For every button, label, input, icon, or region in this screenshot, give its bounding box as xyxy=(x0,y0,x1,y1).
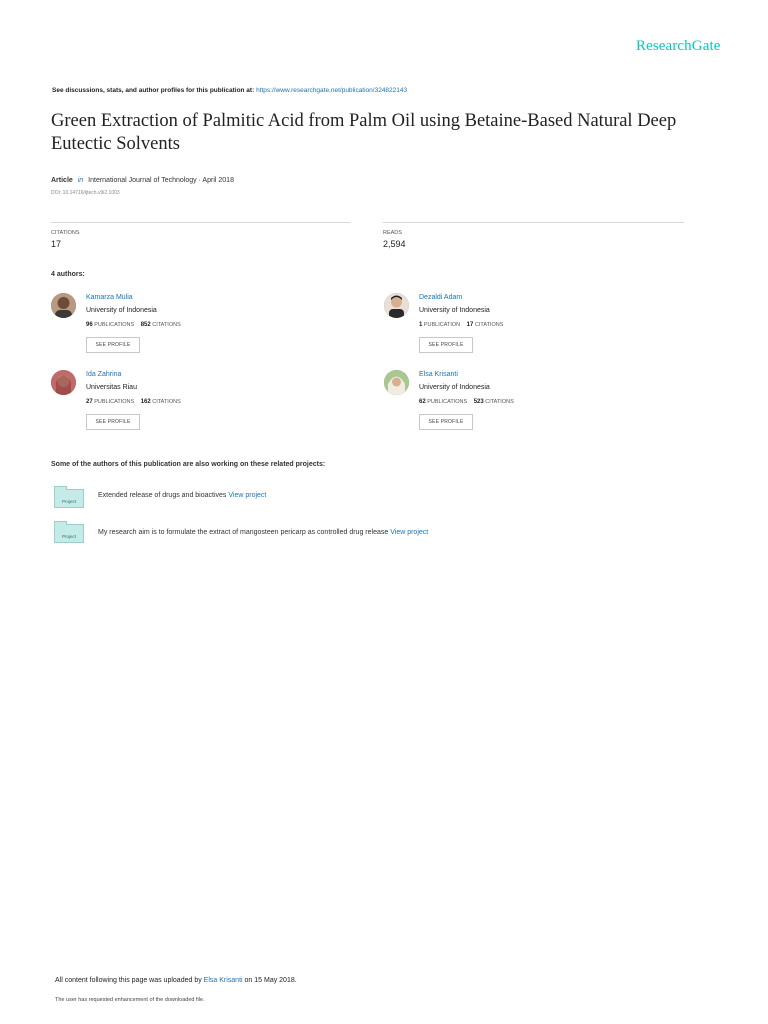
publications-count: 96 xyxy=(86,322,93,328)
citations-label: CITATIONS xyxy=(51,230,80,236)
article-meta xyxy=(51,177,234,184)
author-stats xyxy=(86,322,181,328)
citations-label: CITATIONS xyxy=(152,399,181,405)
avatar[interactable] xyxy=(51,370,76,395)
related-projects-heading: Some of the authors of this publication are also working on these related projects: xyxy=(51,461,326,468)
author-card xyxy=(51,370,351,440)
citations-count: 17 xyxy=(466,322,474,328)
see-profile-button[interactable]: SEE PROFILE xyxy=(86,337,140,353)
uploader-link[interactable]: Elsa Krisanti xyxy=(203,977,243,984)
citations-value: 17 xyxy=(51,239,62,249)
author-card xyxy=(384,370,684,440)
citations-count: 162 xyxy=(140,399,151,405)
see-profile-button[interactable]: SEE PROFILE xyxy=(419,337,473,353)
author-affiliation: University of Indonesia xyxy=(86,307,157,314)
discussion-line xyxy=(52,87,407,94)
citations-label: CITATIONS xyxy=(152,322,181,328)
see-profile-button[interactable]: SEE PROFILE xyxy=(86,414,140,430)
author-affiliation: University of Indonesia xyxy=(419,384,490,391)
publications-label: PUBLICATIONS xyxy=(94,399,135,405)
author-name[interactable]: Elsa Krisanti xyxy=(419,371,458,378)
publications-label: PUBLICATION xyxy=(423,322,461,328)
project-item xyxy=(98,529,428,536)
publications-count: 62 xyxy=(419,399,426,405)
citations-label: CITATIONS xyxy=(485,399,514,405)
citations-divider xyxy=(51,222,350,223)
publication-url-link[interactable]: https://www.researchgate.net/publication/324822143 xyxy=(256,87,408,94)
reads-value: 2,594 xyxy=(383,239,406,249)
publications-label: PUBLICATIONS xyxy=(427,399,468,405)
view-project-link[interactable]: View project xyxy=(390,529,429,536)
author-name[interactable]: Ida Zahrina xyxy=(86,371,122,378)
reads-divider xyxy=(383,222,684,223)
author-affiliation: University of Indonesia xyxy=(419,307,490,314)
article-type: Article xyxy=(51,177,73,184)
see-profile-button[interactable]: SEE PROFILE xyxy=(419,414,473,430)
doi: DOI: 10.14716/ijtech.v9i2.1003 xyxy=(51,190,120,196)
avatar[interactable] xyxy=(384,370,409,395)
author-stats xyxy=(86,399,181,405)
researchgate-logo[interactable]: ResearchGate xyxy=(636,38,721,54)
article-title: Green Extraction of Palmitic Acid from Palm Oil using Betaine-Based Natural Deep Eutectic Solvents xyxy=(51,111,677,154)
upload-prefix: All content following this page was uploaded by xyxy=(55,977,202,984)
upload-suffix: on 15 May 2018. xyxy=(244,977,297,984)
reads-label: READS xyxy=(383,230,402,236)
journal-info: International Journal of Technology · April 2018 xyxy=(88,177,234,184)
author-card xyxy=(51,293,351,363)
author-name[interactable]: Kamarza Mulia xyxy=(86,294,133,301)
author-stats xyxy=(419,399,514,405)
publications-count: 27 xyxy=(86,399,93,405)
project-folder-icon: Project xyxy=(54,489,84,508)
in-word: in xyxy=(77,177,84,184)
project-folder-icon: Project xyxy=(54,524,84,543)
discussion-text: See discussions, stats, and author profiles for this publication at: xyxy=(52,87,255,94)
avatar[interactable] xyxy=(51,293,76,318)
author-card xyxy=(384,293,684,363)
citations-count: 523 xyxy=(473,399,484,405)
upload-notice xyxy=(55,977,297,984)
publications-count: 1 xyxy=(419,322,423,328)
enhancement-note: The user has requested enhancement of the downloaded file. xyxy=(55,997,205,1003)
citations-label: CITATIONS xyxy=(474,322,504,328)
project-text: Extended release of drugs and bioactives xyxy=(98,492,227,499)
project-item xyxy=(98,492,266,499)
citations-count: 852 xyxy=(140,322,151,328)
view-project-link[interactable]: View project xyxy=(228,492,267,499)
author-stats xyxy=(419,322,503,328)
authors-heading: 4 authors: xyxy=(51,271,85,278)
author-affiliation: Universitas Riau xyxy=(86,384,137,391)
project-text: My research aim is to formulate the extract of mangosteen pericarp as controlled drug release xyxy=(98,529,389,536)
author-name[interactable]: Dezaldi Adam xyxy=(419,294,463,301)
avatar[interactable] xyxy=(384,293,409,318)
publications-label: PUBLICATIONS xyxy=(94,322,135,328)
